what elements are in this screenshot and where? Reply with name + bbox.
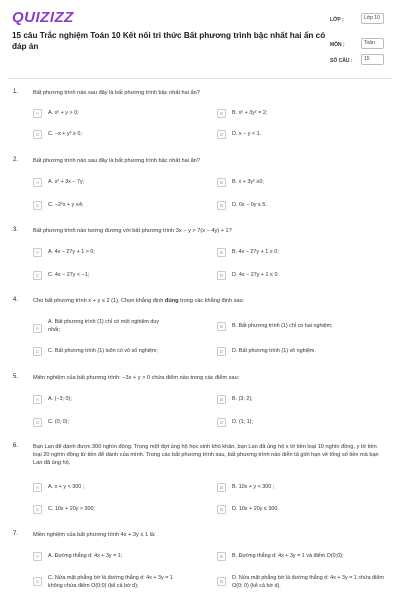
option-letter: C	[33, 347, 42, 356]
option-text: B. Đường thẳng d: 4x + 3y = 1 và điểm O(0;0);	[232, 553, 344, 559]
subject-value: Toán	[361, 38, 384, 49]
question-text: Miền nghiệm của bất phương trình 4x + 3y ≤ 1 là:	[33, 532, 156, 538]
option-letter: D	[217, 505, 226, 514]
worksheet-header	[0, 0, 400, 74]
option-text: B. x² + 3y² = 2;	[232, 110, 268, 116]
option-text: D. x − y < 1.	[232, 131, 262, 137]
question-number: 3.	[13, 227, 19, 233]
emphasis-text: đúng	[164, 298, 179, 304]
question-text: Bạn Lan để dành được 300 nghìn đồng. Trong một đợt ủng hộ học sinh khó khăn, bạn Lan đã ủng hộ x tờ tiền loại 10 nghìn đồng, y tờ tiền loại 20 nghìn đồng từ tiền để dành của mình. Trong các bất phương trình sau, bất phương trình nào diễn tả giới hạn về tổng số tiền mà bạn Lan đã ủng hộ.	[33, 444, 379, 466]
option-letter: C	[33, 271, 42, 280]
option-letter: A	[33, 395, 42, 404]
option-text: A. Đường thẳng d: 4x + 3y = 1;	[48, 553, 123, 559]
count-label: SỐ CÂU :	[330, 58, 353, 64]
option-letter: B	[217, 483, 226, 492]
option-text: C. Bất phương trình (1) luôn có vô số nghiệm;	[48, 348, 158, 354]
option-text: D. Nửa mặt phẳng bờ là đường thẳng d: 4x + 3y = 1 chứa điểm O(0; 0) (kể cả bờ d).	[232, 575, 384, 589]
option-text: D. (1; 1);	[232, 419, 253, 425]
option-letter: D	[217, 347, 226, 356]
question-number: 4.	[13, 297, 19, 303]
option-text: C. Nửa mặt phẳng bờ là đường thẳng d: 4x + 3y = 1 không chứa điểm O(0;0) (kể cả bờ d);	[48, 575, 173, 589]
option-text: B. Bất phương trình (1) chỉ có hai nghiệm;	[232, 323, 333, 329]
option-text: D. Bất phương trình (1) vô nghiệm.	[232, 348, 316, 354]
option-letter: A	[33, 109, 42, 118]
option-letter: B	[217, 178, 226, 187]
option-letter: D	[217, 271, 226, 280]
option-letter: A	[33, 552, 42, 561]
question-text: Bất phương trình nào sau đây là bất phương trình bậc nhất hai ẩn?	[33, 158, 200, 164]
option-letter: C	[33, 418, 42, 427]
option-text: D. 4x − 27y + 1 ≤ 0.	[232, 272, 280, 278]
quizizz-logo: QUIZIZZ	[12, 9, 74, 26]
option-text: B. 4x − 27y + 1 ≥ 0;	[232, 249, 279, 255]
question-number: 6.	[13, 443, 19, 449]
option-text: A. x² + y > 0;	[48, 110, 79, 116]
option-text: A. x² + 3x − 7y;	[48, 179, 85, 185]
option-text: B. 10x + y < 300 ;	[232, 484, 275, 490]
class-value: Lớp 10	[361, 13, 384, 24]
option-letter: B	[217, 248, 226, 257]
option-letter: A	[33, 248, 42, 257]
option-letter: A	[33, 324, 42, 333]
option-text: A. (−3; 0);	[48, 396, 72, 402]
header-divider	[8, 78, 392, 79]
option-text: C. 4x − 27y < −1;	[48, 272, 90, 278]
option-letter: D	[217, 130, 226, 139]
count-value: 15	[361, 54, 384, 65]
question-text: Cho bất phương trình x + y ≤ 2 (1). Chọn khẳng định đúng trong các khẳng định sau:	[33, 298, 245, 304]
option-letter: C	[33, 577, 42, 586]
option-text: D. 10x + 20y ≤ 300.	[232, 506, 279, 512]
option-letter: D	[217, 418, 226, 427]
option-text: A. 4x − 27y + 1 > 0;	[48, 249, 95, 255]
option-text: D. 0x − 0y ≤ 5.	[232, 202, 267, 208]
option-letter: B	[217, 109, 226, 118]
option-text: C. 10x + 20y > 300;	[48, 506, 96, 512]
question-number: 1.	[13, 89, 19, 95]
option-text: C. −x + y³ ≥ 0;	[48, 131, 82, 137]
question-text: Bất phương trình nào tương đương với bất phương trình 3x − y > 7(x − 4y) + 1?	[33, 228, 232, 234]
option-letter: A	[33, 178, 42, 187]
option-letter: B	[217, 322, 226, 331]
option-text: C. −2²x + y ≤4;	[48, 202, 84, 208]
question-number: 7.	[13, 531, 19, 537]
subject-label: MÔN :	[330, 42, 345, 48]
option-letter: D	[217, 201, 226, 210]
question-number: 5.	[13, 374, 19, 380]
option-text: A. Bất phương trình (1) chỉ có một nghiệm duy nhất;	[48, 319, 160, 333]
class-label: LỚP :	[330, 17, 344, 23]
question-text: Bất phương trình nào sau đây là bất phương trình bậc nhất hai ẩn?	[33, 90, 200, 96]
option-letter: B	[217, 395, 226, 404]
question-text: Miền nghiệm của bất phương trình: −3x + y > 0 chứa điểm nào trong các điểm sau:	[33, 375, 240, 381]
page-title: 15 câu Trắc nghiệm Toán 10 Kết nối tri thức Bất phương trình bậc nhất hai ẩn có đáp án	[12, 31, 326, 51]
option-letter: A	[33, 483, 42, 492]
option-letter: B	[217, 552, 226, 561]
option-text: B. (3; 2);	[232, 396, 253, 402]
option-text: C. (0; 0);	[48, 419, 69, 425]
option-letter: C	[33, 505, 42, 514]
question-number: 2.	[13, 157, 19, 163]
option-letter: D	[217, 577, 226, 586]
option-letter: C	[33, 201, 42, 210]
option-letter: C	[33, 130, 42, 139]
option-text: B. x + 3y² ≥0;	[232, 179, 264, 185]
option-text: A. x + y < 300 ;	[48, 484, 85, 490]
